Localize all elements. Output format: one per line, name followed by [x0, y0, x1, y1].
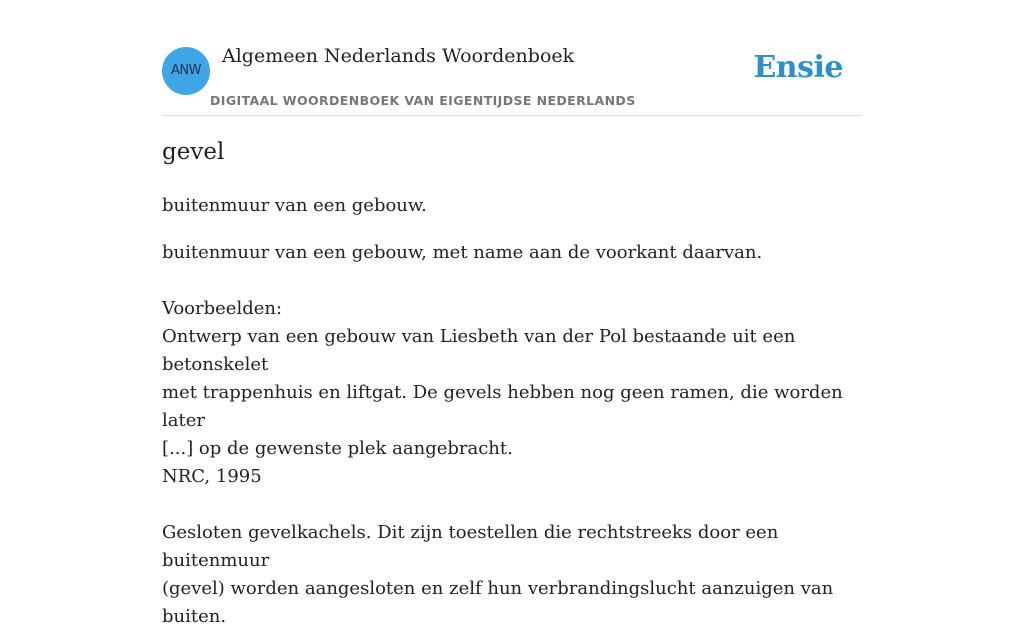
example-item — [162, 323, 862, 491]
site-subtitle: DIGITAAL WOORDENBOEK VAN EIGENTIJDSE NEDERLANDS — [210, 93, 636, 108]
site-title[interactable]: Algemeen Nederlands Woordenboek — [222, 45, 575, 67]
example-item — [162, 519, 862, 631]
example-text-line: met trappenhuis en liftgat. De gevels hebben nog geen ramen, die worden later — [162, 382, 843, 431]
main-container — [162, 0, 862, 627]
example-source: NRC, 1995 — [162, 466, 262, 487]
short-definition: buitenmuur van een gebouw. — [162, 195, 427, 216]
anw-logo[interactable]: ANW — [162, 47, 210, 95]
example-text-line: Gesloten gevelkachels. Dit zijn toestellen die rechtstreeks door een buitenmuur — [162, 522, 779, 571]
example-text-line: Ontwerp van een gebouw van Liesbeth van der Pol bestaande uit een betonskelet — [162, 326, 796, 375]
examples-label: Voorbeelden: — [162, 298, 283, 319]
site-header — [162, 0, 862, 116]
examples-section — [162, 295, 862, 631]
entry-headword: gevel — [162, 139, 225, 165]
ensie-brand-link[interactable]: Ensie — [753, 50, 843, 85]
long-definition: buitenmuur van een gebouw, met name aan de voorkant daarvan. — [162, 242, 763, 263]
example-spacer — [162, 491, 862, 519]
example-text-line: (gevel) worden aangesloten en zelf hun verbrandingslucht aanzuigen van buiten. — [162, 578, 834, 627]
example-text-line: [...] op de gewenste plek aangebracht. — [162, 438, 513, 459]
